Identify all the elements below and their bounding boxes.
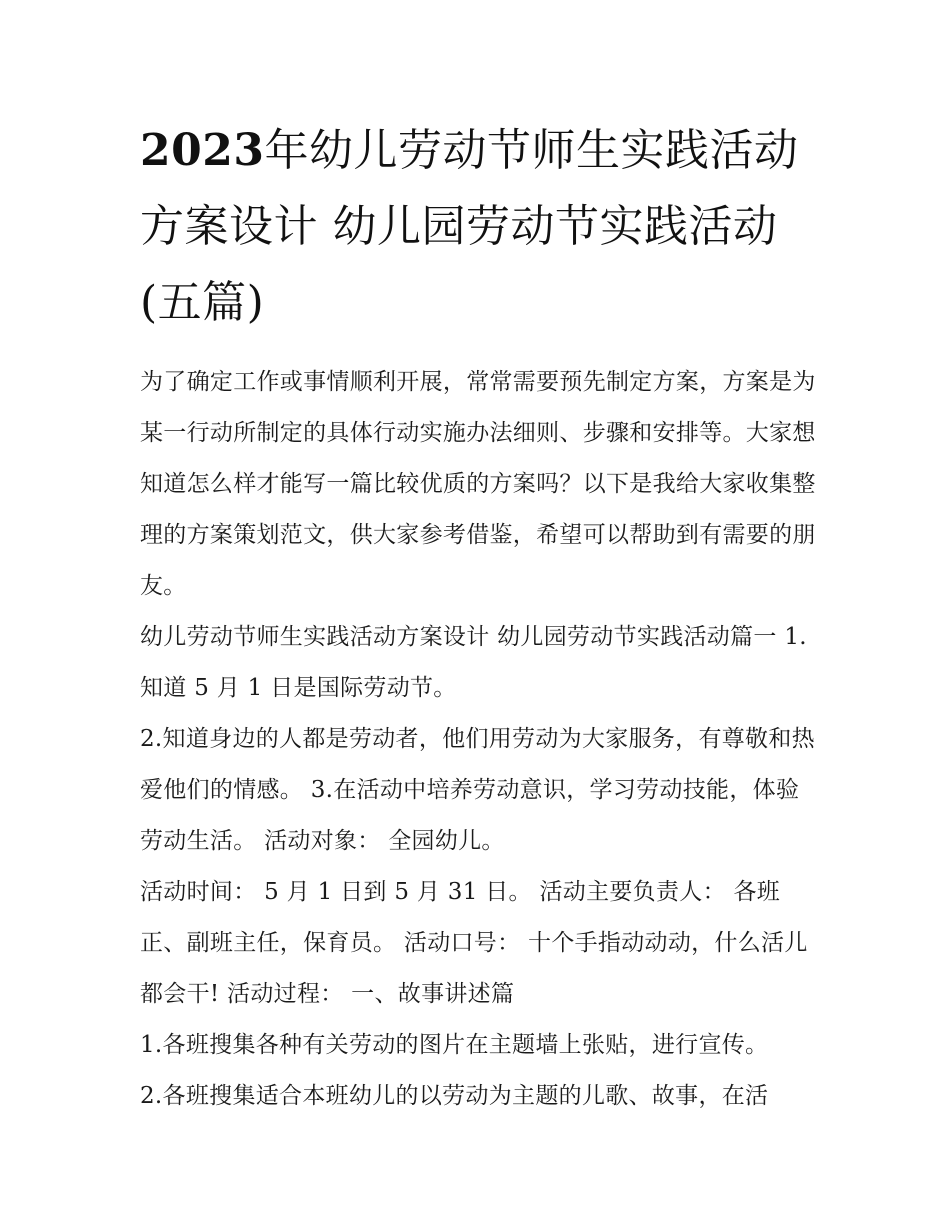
document-body — [140, 357, 820, 1122]
paragraph-activity-info: 活动时间： 5 月 1 日到 5 月 31 日。 活动主要负责人： 各班正、副班主任，保育员。 活动口号： 十个手指动动动，什么活儿都会干! 活动过程： 一、故事讲述篇 — [140, 879, 808, 1007]
paragraph-step-one: 1.各班搜集各种有关劳动的图片在主题墙上张贴，进行宣传。 — [140, 1032, 769, 1058]
document-title — [140, 113, 820, 341]
intro-paragraph: 为了确定工作或事情顺利开展，常常需要预先制定方案，方案是为某一行动所制定的具体行动实施办法细则、步骤和安排等。大家想知道怎么样才能写一篇比较优质的方案吗？以下是我给大家收集整理的方案策划范文，供大家参考借鉴，希望可以帮助到有需要的朋友。 — [140, 369, 816, 599]
document-page — [140, 113, 820, 1122]
title-year: 2023 — [140, 125, 265, 176]
paragraph-section-one: 幼儿劳动节师生实践活动方案设计 幼儿园劳动节实践活动篇一 1.知道 5 月 1 日是国际劳动节。 — [140, 624, 807, 701]
paragraph-goal-two: 2.知道身边的人都是劳动者，他们用劳动为大家服务，有尊敬和热爱他们的情感。 3.在活动中培养劳动意识，学习劳动技能，体验劳动生活。 活动对象： 全园幼儿。 — [140, 726, 815, 854]
title-text: 年幼儿劳动节师生实践活动方案设计 幼儿园劳动节实践活动(五篇) — [140, 125, 799, 328]
paragraph-step-two: 2.各班搜集适合本班幼儿的以劳动为主题的儿歌、故事，在活 — [140, 1083, 769, 1109]
